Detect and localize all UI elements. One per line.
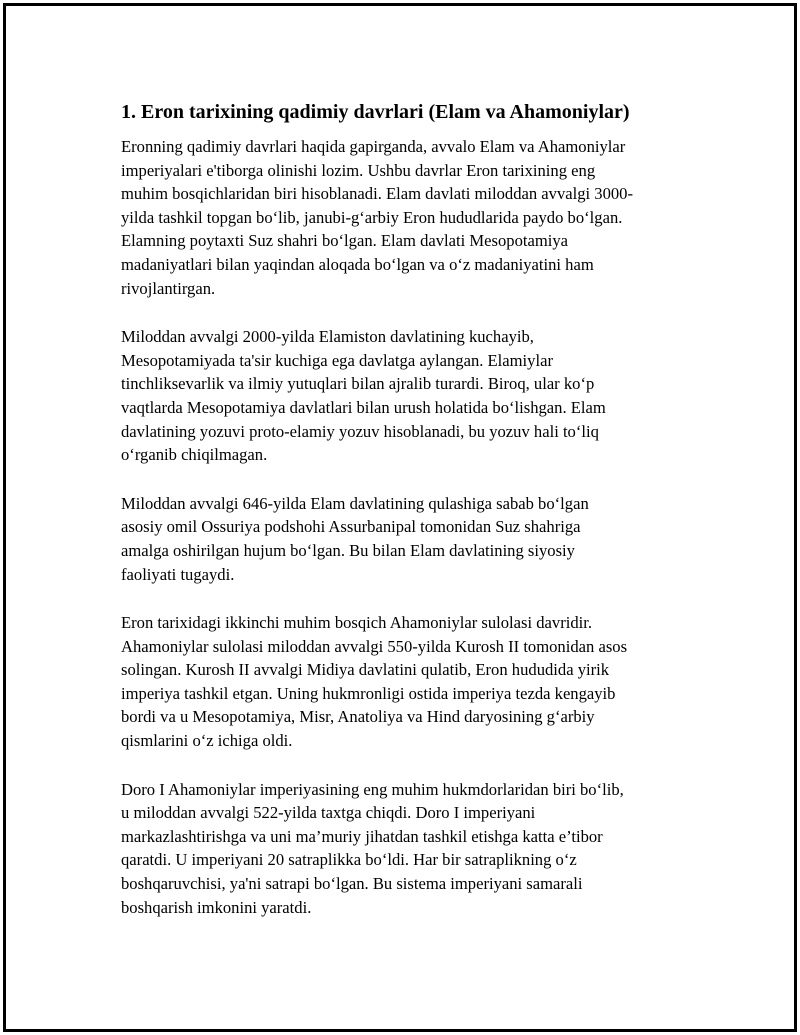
paragraph-line: muhim bosqichlaridan biri hisoblanadi. Elam davlati miloddan avvalgi 3000-: [121, 184, 633, 204]
paragraph-line: Doro I Ahamoniylar imperiyasining eng muhim hukmdorlaridan biri bo‘lib,: [121, 779, 624, 799]
paragraph-line: Miloddan avvalgi 646-yilda Elam davlatining qulashiga sabab bo‘lgan: [121, 493, 589, 513]
paragraph-line: qaratdi. U imperiyani 20 satraplikka bo‘ldi. Har bir satraplikning o‘z: [121, 850, 577, 870]
paragraph-line: boshqarish imkonini yaratdi.: [121, 897, 312, 917]
paragraph: [121, 325, 696, 467]
paragraph-line: madaniyatlari bilan yaqindan aloqada bo‘lgan va o‘z madaniyatini ham: [121, 254, 594, 274]
paragraph-line: yilda tashkil topgan bo‘lib, janubi-g‘arbiy Eron hududlarida paydo bo‘lgan.: [121, 207, 623, 227]
paragraph-line: u miloddan avvalgi 522-yilda taxtga chiqdi. Doro I imperiyani: [121, 803, 536, 823]
paragraph: [121, 778, 696, 920]
paragraph-line: imperiyalari e'tiborga olinishi lozim. Ushbu davrlar Eron tarixining eng: [121, 160, 596, 180]
paragraph: [121, 611, 696, 753]
document-body: [121, 98, 696, 944]
paragraph-line: rivojlantirgan.: [121, 278, 216, 298]
paragraph-line: Eronning qadimiy davrlari haqida gapirganda, avvalo Elam va Ahamoniylar: [121, 137, 626, 156]
paragraph-line: Elamning poytaxti Suz shahri bo‘lgan. Elam davlati Mesopotamiya: [121, 231, 569, 251]
paragraph-line: bordi va u Mesopotamiya, Misr, Anatoliya va Hind daryosining g‘arbiy: [121, 707, 595, 727]
paragraph-line: amalga oshirilgan hujum bo‘lgan. Bu bilan Elam davlatining siyosiy: [121, 540, 575, 560]
paragraph: [121, 135, 696, 300]
paragraph-line: o‘rganib chiqilmagan.: [121, 445, 268, 465]
page-frame: [3, 3, 797, 1032]
document-title: 1. Eron tarixining qadimiy davrlari (Elam va Ahamoniylar): [121, 101, 630, 123]
paragraph-line: Ahamoniylar sulolasi miloddan avvalgi 550-yilda Kurosh II tomonidan asos: [121, 636, 628, 656]
paragraph-line: Miloddan avvalgi 2000-yilda Elamiston davlatining kuchayib,: [121, 327, 534, 347]
paragraph-line: asosiy omil Ossuriya podshohi Assurbanipal tomonidan Suz shahriga: [121, 517, 581, 537]
paragraph-line: faoliyati tugaydi.: [121, 564, 235, 584]
paragraph-line: boshqaruvchisi, ya'ni satrapi bo‘lgan. Bu sistema imperiyani samarali: [121, 874, 583, 894]
paragraph-line: Eron tarixidagi ikkinchi muhim bosqich Ahamoniylar sulolasi davridir.: [121, 613, 593, 633]
paragraph-line: Mesopotamiyada ta'sir kuchiga ega davlatga aylangan. Elamiylar: [121, 350, 553, 370]
paragraph-line: vaqtlarda Mesopotamiya davlatlari bilan urush holatida bo‘lishgan. Elam: [121, 397, 606, 417]
paragraph-container: [121, 135, 696, 919]
paragraph-line: tinchliksevarlik va ilmiy yutuqlari bilan ajralib turardi. Biroq, ular ko‘p: [121, 374, 595, 394]
paragraph-line: solingan. Kurosh II avvalgi Midiya davlatini qulatib, Eron hududida yirik: [121, 660, 610, 680]
paragraph-line: qismlarini o‘z ichiga oldi.: [121, 731, 293, 751]
paragraph-line: markazlashtirishga va uni ma’muriy jihatdan tashkil etishga katta e’tibor: [121, 826, 603, 846]
paragraph: [121, 492, 696, 586]
paragraph-line: davlatining yozuvi proto-elamiy yozuv hisoblanadi, bu yozuv hali to‘liq: [121, 421, 599, 441]
paragraph-line: imperiya tashkil etgan. Uning hukmronligi ostida imperiya tezda kengayib: [121, 683, 616, 703]
